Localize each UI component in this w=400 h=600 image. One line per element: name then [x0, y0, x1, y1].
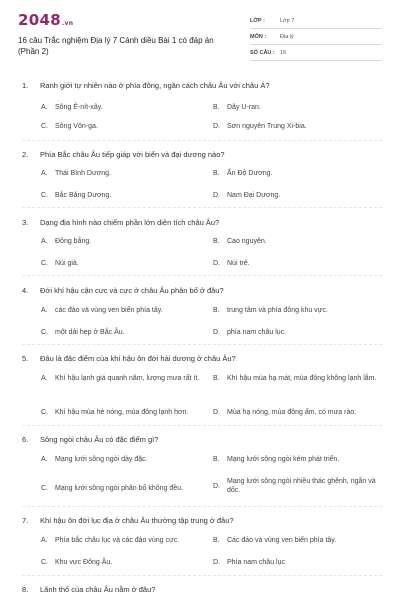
option-b[interactable] [213, 455, 383, 464]
option-b[interactable] [213, 306, 383, 315]
question-text: Ranh giới tự nhiên nào ở phía đông, ngăn cách châu Âu với châu Á? [40, 81, 270, 90]
option-b[interactable] [213, 103, 383, 112]
info-key: SỐ CÂU : [250, 49, 275, 56]
option-a[interactable] [41, 374, 211, 383]
option-text: Phía bắc châu lục và các đảo vùng cực. [55, 537, 180, 544]
option-text: Nam Đại Dương. [227, 192, 281, 199]
option-letter: D. [213, 123, 220, 130]
question-number: 8. [22, 585, 29, 594]
option-text: Thái Bình Dương. [55, 170, 111, 177]
option-c[interactable] [41, 122, 211, 131]
info-row-count [250, 45, 382, 61]
question-3 [22, 218, 382, 267]
option-a[interactable] [41, 103, 211, 112]
question-text: Lãnh thổ của châu Âu nằm ở đâu? [40, 585, 156, 594]
option-letter: B. [213, 104, 220, 111]
option-letter: D. [213, 409, 220, 416]
document-title: 16 câu Trắc nghiệm Địa lý 7 Cánh diều Bài 1 có đáp án (Phần 2) [18, 36, 214, 56]
option-text: Đồng bằng. [55, 238, 92, 245]
option-letter: D. [213, 260, 220, 267]
option-letter: C. [41, 260, 48, 267]
option-a[interactable] [41, 455, 211, 464]
question-7 [22, 516, 382, 566]
option-text: Mạng lưới sông ngòi dày đặc. [55, 456, 148, 463]
question-divider [22, 506, 382, 507]
option-letter: A. [41, 537, 48, 544]
question-number: 7. [22, 516, 29, 525]
option-d[interactable] [213, 191, 383, 200]
page-header [0, 0, 400, 62]
question-divider [22, 275, 382, 276]
info-row-subject [250, 29, 382, 45]
question-8 [22, 585, 382, 595]
logo-main-text: 2048 [18, 11, 61, 29]
question-number: 3. [22, 218, 29, 227]
info-key: MÔN : [250, 33, 267, 40]
question-number: 2. [22, 150, 29, 159]
info-value: Lớp 7 [280, 17, 295, 24]
option-letter: D. [213, 559, 220, 566]
question-text: Đâu là đặc điểm của khí hậu ôn đới hải dương ở châu Âu? [40, 354, 236, 363]
site-logo[interactable] [18, 11, 73, 29]
info-row-class [250, 13, 382, 29]
info-table [250, 13, 382, 61]
option-text: Dãy U-ran. [227, 104, 261, 111]
option-b[interactable] [213, 237, 383, 246]
option-d[interactable] [213, 558, 383, 567]
option-text: các đảo và vùng ven biển phía tây. [55, 307, 163, 314]
option-a[interactable] [41, 536, 211, 545]
option-text: Cao nguyên. [227, 238, 267, 245]
option-c[interactable] [41, 328, 211, 337]
option-letter: A. [41, 375, 48, 382]
question-divider [22, 344, 382, 345]
option-text: Mạng lưới sông ngòi phân bố không đều. [55, 485, 183, 492]
option-letter: D. [213, 482, 220, 490]
option-letter: A. [41, 238, 48, 245]
option-text: Các đảo và vùng ven biển phía tây. [227, 537, 337, 544]
option-text: Phía nam châu lục [227, 559, 285, 566]
question-number: 4. [22, 286, 29, 295]
option-text: Núi trẻ. [227, 260, 250, 267]
option-a[interactable] [41, 306, 211, 315]
question-2 [22, 150, 382, 199]
option-letter: C. [41, 485, 48, 492]
question-text: Dạng địa hình nào chiếm phần lớn diện tích châu Âu? [40, 218, 220, 227]
option-letter: B. [213, 456, 220, 463]
option-text: Khí hậu mùa hè nóng, mùa đông lạnh hơn. [55, 409, 189, 416]
question-4 [22, 286, 382, 336]
option-letter: A. [41, 307, 48, 314]
question-divider [22, 140, 382, 141]
option-text: Khí hậu mùa hạ mát, mùa đông không lạnh lắm. [227, 375, 377, 382]
option-d[interactable] [213, 477, 383, 495]
option-text: phía nam châu lục. [227, 329, 287, 336]
option-d[interactable] [213, 122, 383, 131]
option-letter: C. [41, 409, 48, 416]
option-a[interactable] [41, 169, 211, 178]
option-text: Núi già. [55, 260, 79, 267]
option-letter: D. [213, 192, 220, 199]
question-6 [22, 435, 382, 494]
option-text: Sông Vôn-ga. [55, 123, 98, 130]
option-letter: B. [213, 170, 220, 177]
question-text: Phía Bắc châu Âu tiếp giáp với biển và đại dương nào? [40, 150, 225, 159]
question-text: Sông ngòi châu Âu có đặc điểm gì? [40, 435, 159, 444]
question-number: 5. [22, 354, 29, 363]
option-b[interactable] [213, 169, 383, 178]
question-1 [22, 81, 382, 130]
option-letter: D. [213, 329, 220, 336]
question-divider [22, 575, 382, 576]
option-text: Bắc Băng Dương. [55, 192, 112, 199]
option-letter: B. [213, 537, 220, 544]
question-text: Đới khí hậu cận cực và cực ở châu Âu phân bố ở đâu? [40, 286, 224, 295]
question-text: Khí hậu ôn đới lục địa ở châu Âu thường tập trung ở đâu? [40, 516, 234, 525]
option-c[interactable] [41, 191, 211, 200]
option-letter: C. [41, 559, 48, 566]
question-divider [22, 207, 382, 208]
option-d[interactable] [213, 328, 383, 337]
option-letter: C. [41, 329, 48, 336]
option-c[interactable] [41, 259, 211, 268]
info-value: Địa lý [280, 33, 294, 40]
question-5 [22, 354, 382, 416]
option-b[interactable] [213, 374, 383, 383]
option-letter: A. [41, 456, 48, 463]
option-letter: B. [213, 238, 220, 245]
option-a[interactable] [41, 237, 211, 246]
option-c[interactable] [41, 408, 211, 417]
option-letter: C. [41, 123, 48, 130]
option-text: Mùa hạ nóng, mùa đông ấm, có mưa rào. [227, 409, 357, 416]
option-letter: B. [213, 375, 220, 382]
option-text: Mạng lưới sông ngòi nhiều thác ghềnh, ngắn và dốc. [227, 478, 376, 494]
question-number: 6. [22, 435, 29, 444]
option-c[interactable] [41, 484, 211, 493]
question-number: 1. [22, 81, 29, 90]
option-letter: C. [41, 192, 48, 199]
info-value: 16 [280, 49, 287, 56]
option-text: Sơn nguyên Trung Xi-bia. [227, 123, 307, 130]
option-letter: B. [213, 307, 220, 314]
option-text: Khu vực Đông Âu. [55, 559, 113, 566]
option-d[interactable] [213, 408, 383, 417]
option-c[interactable] [41, 558, 211, 567]
question-divider [22, 425, 382, 426]
option-text: trung tâm và phía đông khu vực. [227, 307, 328, 314]
option-text: Mạng lưới sông ngòi kém phát triển. [227, 456, 340, 463]
option-text: một dải hẹp ở Bắc Âu. [55, 329, 125, 336]
option-b[interactable] [213, 536, 383, 545]
option-letter: A. [41, 170, 48, 177]
logo-sub-text: .vn [61, 20, 74, 27]
option-text: Ấn Độ Dương. [227, 170, 273, 177]
info-key: LỚP : [250, 17, 265, 24]
option-d[interactable] [213, 259, 383, 268]
option-text: Khí hậu lạnh giá quanh năm, lượng mưa rất ít. [55, 375, 200, 382]
option-text: Sông Ê-nít-xây. [55, 104, 103, 111]
option-letter: A. [41, 104, 48, 111]
